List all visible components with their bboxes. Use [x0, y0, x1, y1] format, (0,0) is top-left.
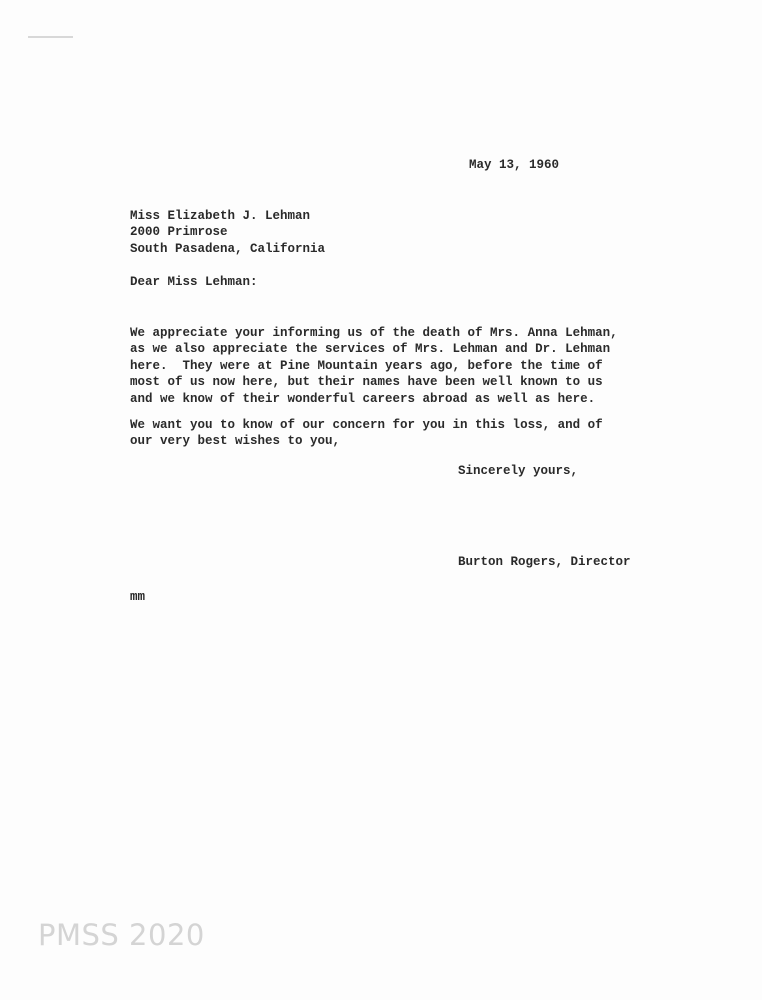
- paragraph-line: as we also appreciate the services of Mrs. Lehman and Dr. Lehman: [130, 342, 611, 357]
- recipient-city: South Pasadena, California: [130, 241, 326, 256]
- letter-date: May 13, 1960: [469, 158, 560, 172]
- typist-initials: mm: [130, 590, 146, 604]
- paragraph-line: We appreciate your informing us of the death of Mrs. Anna Lehman,: [130, 326, 618, 340]
- recipient-name: Miss Elizabeth J. Lehman: [130, 209, 311, 223]
- paragraph-line: and we know of their wonderful careers abroad as well as here.: [130, 391, 596, 406]
- paragraph-line: here. They were at Pine Mountain years ago, before the time of: [130, 358, 603, 373]
- paragraph-2: [130, 417, 603, 450]
- recipient-street: 2000 Primrose: [130, 225, 228, 240]
- salutation: Dear Miss Lehman:: [130, 275, 258, 289]
- paragraph-line: We want you to know of our concern for you in this loss, and of: [130, 418, 603, 432]
- closing: Sincerely yours,: [458, 464, 579, 478]
- signature: Burton Rogers, Director: [458, 555, 631, 569]
- paragraph-line: most of us now here, but their names have been well known to us: [130, 375, 603, 390]
- recipient-address: [130, 208, 325, 257]
- paragraph-line: our very best wishes to you,: [130, 434, 341, 449]
- watermark: PMSS 2020: [38, 918, 205, 952]
- scan-mark: [28, 36, 73, 38]
- paragraph-1: [130, 325, 618, 407]
